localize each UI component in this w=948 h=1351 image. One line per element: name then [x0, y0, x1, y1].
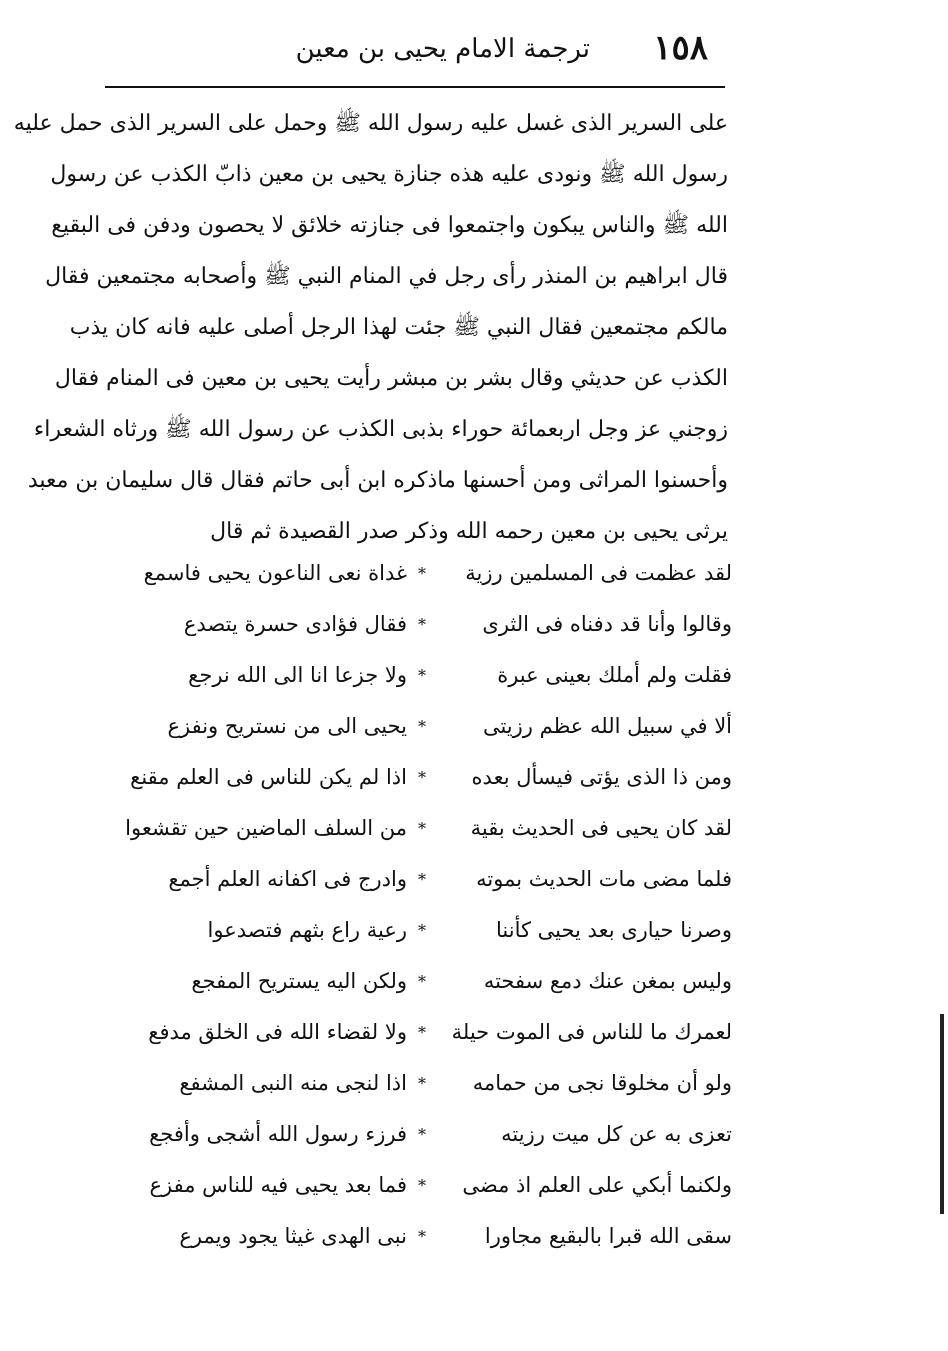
verse-row — [120, 1109, 732, 1160]
header-rule — [105, 86, 725, 88]
verse-second-hemistich: نبى الهدى غيثا يجود ويمرع — [179, 1224, 407, 1248]
verse-row — [120, 701, 732, 752]
elegy-poem — [120, 548, 732, 1262]
verse-separator-star: * — [418, 666, 426, 685]
page-number: ١٥٨ — [653, 28, 708, 68]
prose-line: رسول الله ﷺ ونودى عليه هذه جنازة يحيى بن معين ذابّ الكذب عن رسول — [50, 162, 728, 187]
running-title: ترجمة الامام يحيى بن معين — [295, 34, 590, 64]
prose-line: الكذب عن حديثي وقال بشر بن مبشر رأيت يحيى بن معين فى المنام فقال — [54, 366, 728, 391]
prose-line: مالكم مجتمعين فقال النبي ﷺ جئت لهذا الرجل أصلى عليه فانه كان يذب — [69, 315, 728, 340]
prose-line: على السرير الذى غسل عليه رسول الله ﷺ وحمل على السرير الذى حمل عليه — [13, 111, 728, 136]
verse-row — [120, 956, 732, 1007]
verse-row — [120, 803, 732, 854]
verse-second-hemistich: ولا جزعا انا الى الله نرجع — [188, 663, 407, 687]
verse-row — [120, 1058, 732, 1109]
verse-second-hemistich: اذا لنجى منه النبى المشفع — [179, 1071, 407, 1095]
verse-row — [120, 905, 732, 956]
verse-first-hemistich: وصرنا حيارى بعد يحيى كأننا — [495, 918, 732, 942]
verse-separator-star: * — [418, 819, 426, 838]
verse-row — [120, 1160, 732, 1211]
verse-separator-star: * — [418, 1176, 426, 1195]
verse-row — [120, 854, 732, 905]
prose-line: وأحسنوا المراثى ومن أحسنها ماذكره ابن أبى حاتم فقال قال سليمان بن معبد — [27, 468, 728, 493]
verse-separator-star: * — [418, 768, 426, 787]
verse-second-hemistich: اذا لم يكن للناس فى العلم مقنع — [130, 765, 407, 789]
prose-line: يرثى يحيى بن معين رحمه الله وذكر صدر القصيدة ثم قال — [210, 519, 728, 544]
scan-edge-mark — [940, 1014, 944, 1214]
verse-second-hemistich: غداة نعى الناعون يحيى فاسمع — [143, 561, 407, 585]
verse-separator-star: * — [418, 615, 426, 634]
verse-first-hemistich: ومن ذا الذى يؤتى فيسأل بعده — [471, 765, 732, 789]
verse-separator-star: * — [418, 564, 426, 583]
verse-row — [120, 1007, 732, 1058]
verse-separator-star: * — [418, 1023, 426, 1042]
verse-first-hemistich: فقلت ولم أملك بعينى عبرة — [497, 663, 732, 687]
verse-second-hemistich: يحيى الى من نستريح ونفزع — [167, 714, 407, 738]
verse-second-hemistich: رعية راع بثهم فتصدعوا — [207, 918, 407, 942]
verse-first-hemistich: لقد عظمت فى المسلمين رزية — [465, 561, 732, 585]
verse-separator-star: * — [418, 1074, 426, 1093]
prose-line: قال ابراهيم بن المنذر رأى رجل في المنام النبي ﷺ وأصحابه مجتمعين فقال — [45, 264, 728, 289]
verse-row — [120, 752, 732, 803]
verse-first-hemistich: ألا في سبيل الله عظم رزيتى — [482, 714, 732, 738]
verse-first-hemistich: لعمرك ما للناس فى الموت حيلة — [451, 1020, 732, 1044]
prose-body — [13, 98, 728, 557]
verse-separator-star: * — [418, 972, 426, 991]
verse-separator-star: * — [418, 717, 426, 736]
prose-line: زوجني عز وجل اربعمائة حوراء بذبى الكذب عن رسول الله ﷺ ورثاه الشعراء — [33, 417, 728, 442]
verse-second-hemistich: فما بعد يحيى فيه للناس مفزع — [149, 1173, 407, 1197]
verse-second-hemistich: وادرج فى اكفانه العلم أجمع — [168, 867, 407, 891]
verse-first-hemistich: وقالوا وأنا قد دفناه فى الثرى — [482, 612, 732, 636]
verse-first-hemistich: تعزى به عن كل ميت رزيته — [501, 1122, 732, 1146]
verse-row — [120, 1211, 732, 1262]
verse-second-hemistich: فقال فؤادى حسرة يتصدع — [183, 612, 407, 636]
verse-second-hemistich: ولكن اليه يستريح المفجع — [191, 969, 407, 993]
verse-second-hemistich: من السلف الماضين حين تقشعوا — [125, 816, 407, 840]
verse-first-hemistich: ولكنما أبكي على العلم اذ مضى — [462, 1173, 732, 1197]
verse-separator-star: * — [418, 921, 426, 940]
page-header — [295, 22, 720, 82]
verse-separator-star: * — [418, 1125, 426, 1144]
prose-line: الله ﷺ والناس يبكون واجتمعوا فى جنازته خلائق لا يحصون ودفن فى البقيع — [51, 213, 728, 238]
verse-first-hemistich: لقد كان يحيى فى الحديث بقية — [470, 816, 732, 840]
verse-first-hemistich: فلما مضى مات الحديث بموته — [476, 867, 732, 891]
verse-second-hemistich: ولا لقضاء الله فى الخلق مدفع — [148, 1020, 407, 1044]
verse-separator-star: * — [418, 870, 426, 889]
verse-first-hemistich: سقى الله قبرا بالبقيع مجاورا — [484, 1224, 732, 1248]
verse-separator-star: * — [418, 1227, 426, 1246]
verse-row — [120, 650, 732, 701]
verse-row — [120, 599, 732, 650]
verse-first-hemistich: وليس بمغن عنك دمع سفحته — [483, 969, 732, 993]
verse-first-hemistich: ولو أن مخلوقا نجى من حمامه — [472, 1071, 732, 1095]
verse-row — [120, 548, 732, 599]
verse-second-hemistich: فرزء رسول الله أشجى وأفجع — [149, 1122, 407, 1146]
